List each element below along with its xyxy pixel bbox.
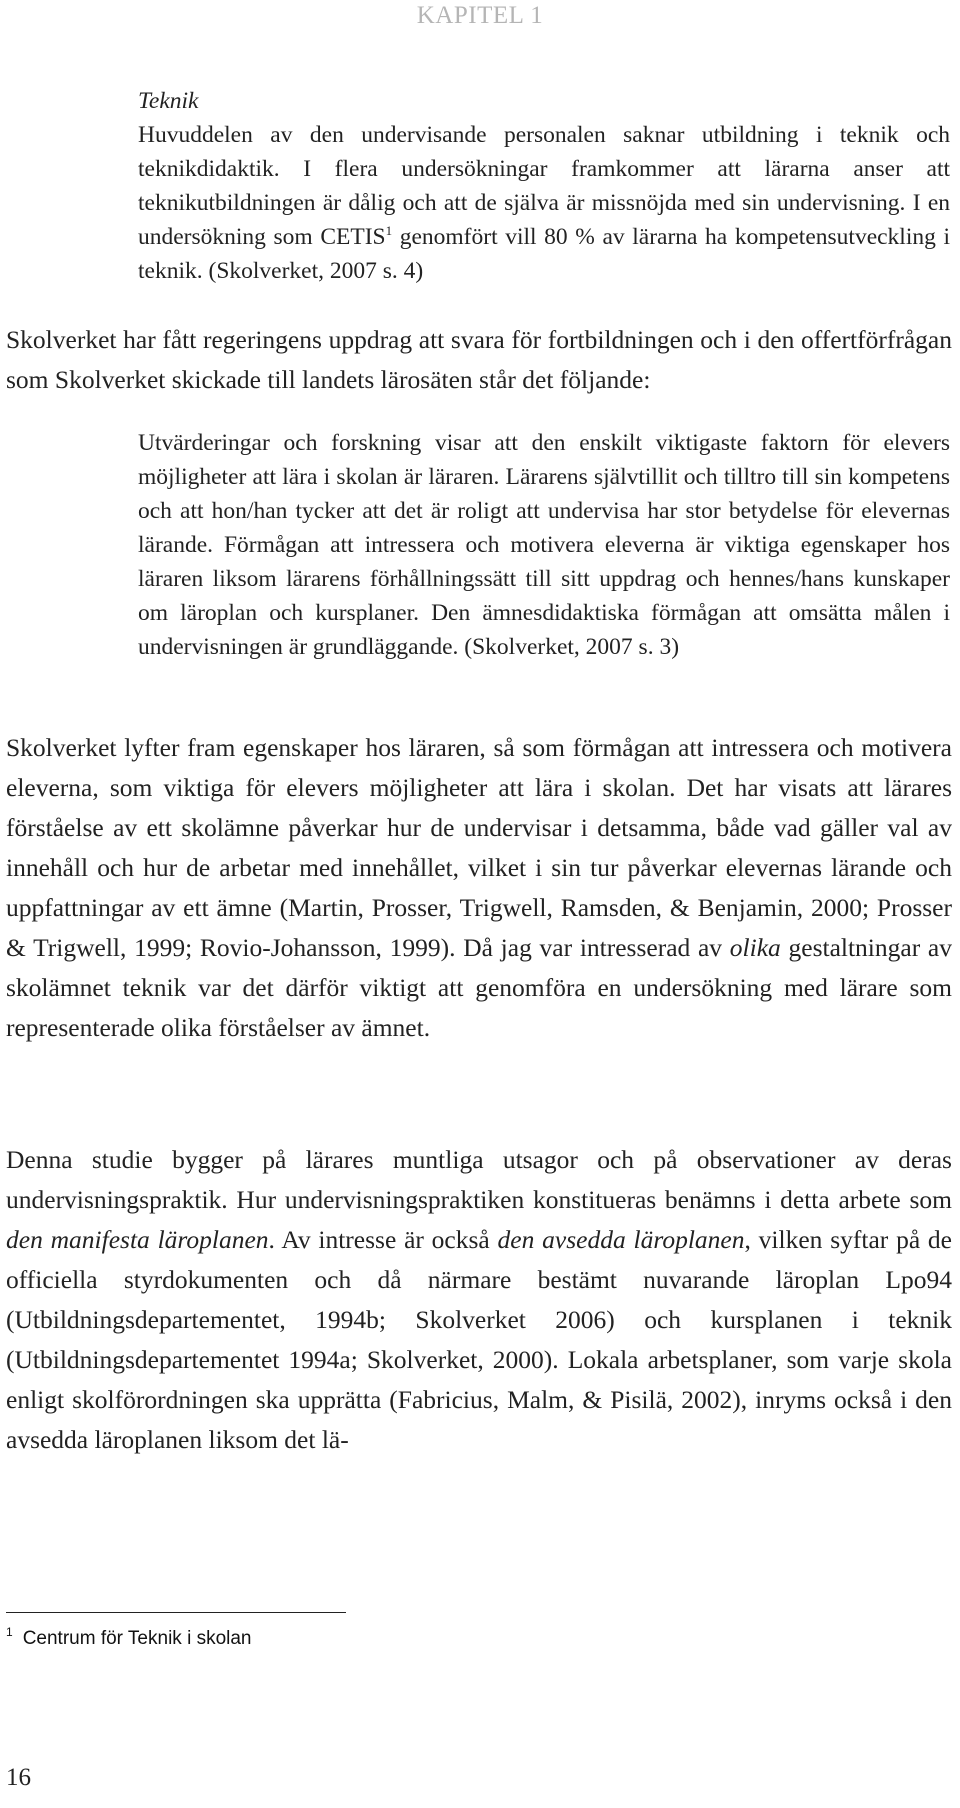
section-paragraph	[138, 118, 950, 288]
intro-paragraph-block	[6, 320, 952, 400]
paragraph-3-italic-b: den avsedda läroplanen	[497, 1225, 745, 1254]
paragraph-3-italic-a: den manifesta läroplanen	[6, 1225, 269, 1254]
section-text-b: genomfört vill 80 % av lärarna ha kompetensutveckling i teknik. (Skolverket, 2007 s. 4)	[138, 224, 950, 284]
footnote-divider	[6, 1612, 346, 1613]
teknik-section	[138, 84, 950, 288]
footnote	[6, 1625, 252, 1650]
quote-paragraph: Utvärderingar och forskning visar att den enskilt viktigaste faktorn för elevers möjligheter att lära i skolan är läraren. Lärarens självtillit och tilltro till sin kompetens och att hon/han tycker att det är roligt att undervisa har stor betydelse för elevernas lärande. Förmågan att intressera och motivera eleverna är viktiga egenskaper hos läraren liksom lärarens förhållningssätt till sitt uppdrag och hennes/hans kunskaper om läroplan och kursplaner. Den ämnesdidaktiska förmågan att omsätta målen i undervisningen är grundläggande. (Skolverket, 2007 s. 3)	[138, 430, 950, 660]
paragraph-2	[6, 728, 952, 1048]
paragraph-3-text-c: , vilken syftar på de officiella styrdokumenten och då närmare bestämt nuvarande läroplan Lpo94 (Utbildningsdepartementet, 1994b; Skolverket 2006) och kursplanen i teknik (Utbildningsdepartementet 1994a; Skolverket, 2000). Lokala arbetsplaner, som varje skola enligt skolförordningen ska upprätta (Fabricius, Malm, & Pisilä, 2002), inryms också i den avsedda läroplanen liksom det lä-	[6, 1225, 953, 1454]
paragraph-2-text-a: Skolverket lyfter fram egenskaper hos läraren, så som förmågan att intressera och motivera eleverna, som viktiga för elevers möjligheter att lära i skolan. Det har visats att lärares förståelse av ett skolämne påverkar hur de undervisar i detsamma, både vad gäller val av innehåll och hur de arbetar med innehållet, vilket i sin tur påverkar elevernas lärande och uppfattningar av ett ämne (Martin, Prosser, Trigwell, Ramsden, & Benjamin, 2000; Prosser & Trigwell, 1999; Rovio-Johansson, 1999). Då jag var intresserad av	[6, 733, 952, 962]
section-text-a: Huvuddelen av den undervisande personalen saknar utbildning i teknik och teknikdidaktik. I flera undersökningar framkommer att lärarna anser att teknikutbildningen är dålig och att de själva är missnöjda med sin undervisning. I en undersökning som CETIS	[138, 122, 950, 250]
block-quote	[138, 426, 950, 664]
paragraph-3-block	[6, 1140, 952, 1460]
chapter-header: KAPITEL 1	[416, 2, 544, 29]
paragraph-2-block	[6, 728, 952, 1048]
paragraph-2-text-b: gestaltningar av skolämnet teknik var det därför viktigt att genomföra en undersökning med lärare som representerade olika förståelser av ämnet.	[6, 933, 952, 1042]
paragraph-2-italic: olika	[729, 933, 781, 962]
page-number: 16	[6, 1764, 31, 1791]
footnote-text: Centrum för Teknik i skolan	[22, 1628, 252, 1649]
paragraph-3	[6, 1140, 952, 1460]
paragraph-3-text-b: . Av intresse är också	[268, 1225, 498, 1254]
intro-paragraph: Skolverket har fått regeringens uppdrag att svara för fortbildningen och i den offertförfrågan som Skolverket skickade till landets lärosäten står det följande:	[6, 325, 952, 394]
footnote-reference[interactable]: 1	[385, 223, 393, 238]
footnote-number: 1	[6, 1625, 13, 1639]
section-heading: Teknik	[138, 88, 199, 114]
paragraph-3-text-a: Denna studie bygger på lärares muntliga utsagor och på observationer av deras undervisningspraktik. Hur undervisningspraktiken konstitueras benämns i detta arbete som	[6, 1145, 952, 1214]
